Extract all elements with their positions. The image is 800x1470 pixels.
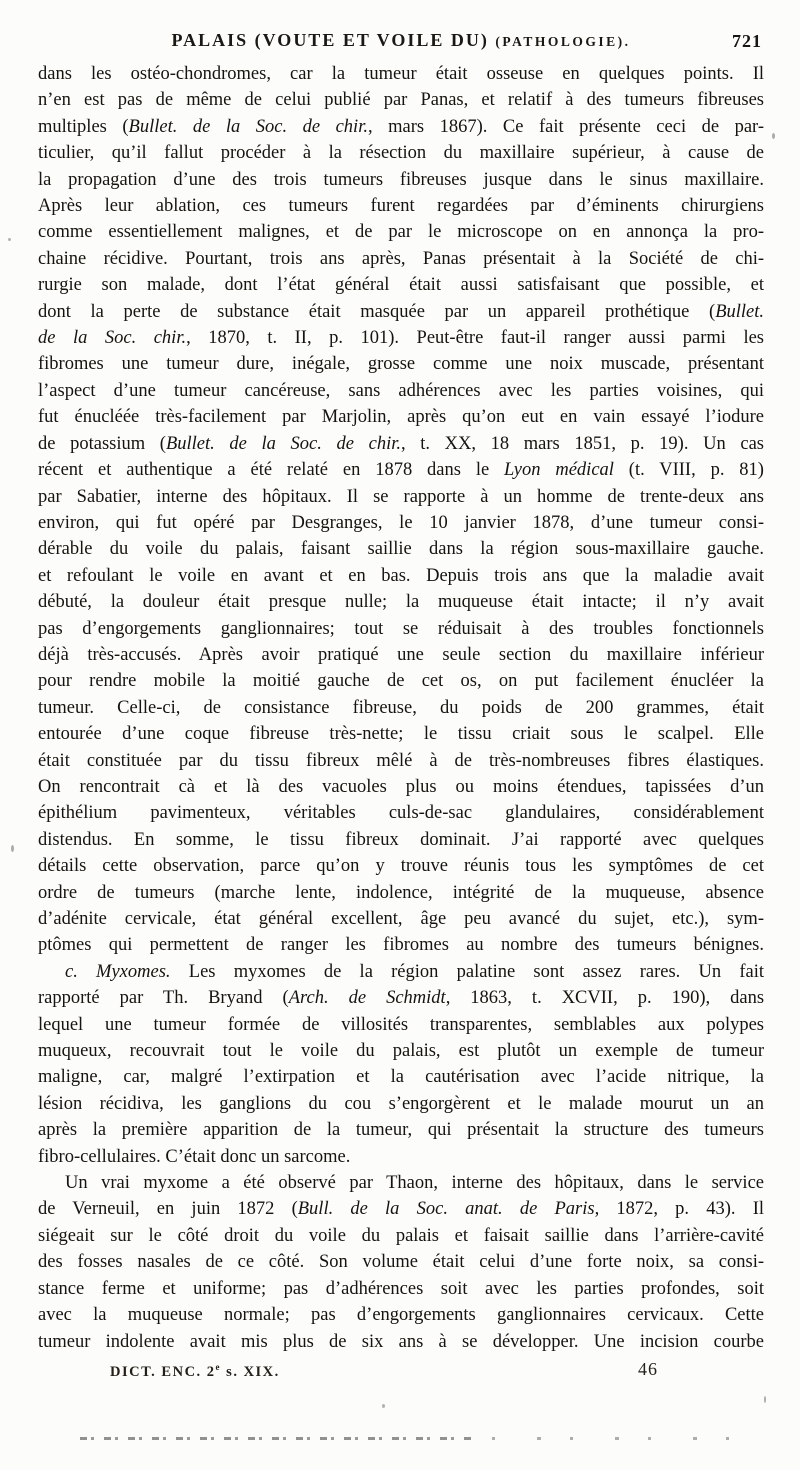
text-line — [38, 61, 764, 87]
text-segment: la propagation d’une des trois tumeurs fibreuses jusque dans le sinus maxillaire. — [38, 169, 764, 190]
text-segment-italic: Bull. de la Soc. anat. de Paris — [297, 1199, 595, 1220]
text-line — [38, 748, 764, 774]
scan-artifact-line — [492, 1437, 770, 1440]
text-line — [38, 219, 764, 245]
text-line — [38, 800, 764, 826]
text-line — [38, 1038, 764, 1064]
text-line — [38, 1276, 764, 1302]
text-segment: épithélium pavimenteux, véritables culs-de-sac glandulaires, considérablement — [38, 803, 764, 824]
text-segment: fibromes une tumeur dure, inégale, grosse comme une noix muscade, présentant — [38, 354, 764, 375]
scan-speck — [8, 238, 11, 241]
page-footer — [38, 1359, 764, 1385]
text-line — [38, 853, 764, 879]
text-segment: multiples ( — [38, 116, 129, 137]
text-line — [38, 325, 764, 351]
text-segment: (t. VIII, p. 81) — [613, 460, 764, 481]
text-segment: l’aspect d’une tumeur cancéreuse, sans adhérences avec les parties voisines, qui — [38, 380, 764, 401]
page-body — [38, 61, 764, 1355]
header-title-subject: (PATHOLOGIE). — [495, 34, 631, 49]
text-line — [38, 906, 764, 932]
text-segment: dont la perte de substance était masquée par un appareil prothétique ( — [38, 301, 716, 322]
text-line — [38, 774, 764, 800]
text-line — [38, 827, 764, 853]
text-line — [38, 431, 764, 457]
text-segment: environ, qui fut opéré par Desgranges, le 10 janvier 1878, d’une tumeur consi- — [38, 512, 764, 533]
text-segment: dérable du voile du palais, faisant saillie dans la région sous-maxillaire gauche. — [38, 539, 764, 560]
text-line — [38, 299, 764, 325]
text-segment: siégeait sur le côté droit du voile du palais et faisait saillie dans l’arrière-cavité — [38, 1225, 764, 1246]
page-number: 721 — [732, 31, 762, 51]
text-line — [38, 1329, 764, 1355]
text-segment: récent et authentique a été relaté en 1878 dans le — [38, 460, 505, 481]
text-line — [38, 510, 764, 536]
text-line — [38, 1196, 764, 1222]
text-line — [38, 167, 764, 193]
text-segment: Les myxomes de la région palatine sont assez rares. Un fait — [170, 961, 764, 982]
text-segment: ordre de tumeurs (marche lente, indolence, intégrité de la muqueuse, absence — [38, 882, 764, 903]
text-segment: , 1872, p. 43). Il — [594, 1199, 765, 1220]
text-segment: détails cette observation, parce qu’on y trouve réunis tous les symptômes de cet — [38, 856, 764, 877]
text-segment: comme essentiellement malignes, et de par le microscope on en annonça la pro- — [38, 222, 764, 243]
text-segment: fut énucléée très-facilement par Marjolin, après qu’on eut en vain essayé l’iodure — [38, 407, 764, 428]
text-segment: ptômes qui permettent de ranger les fibromes au nombre des tumeurs bénignes. — [38, 935, 764, 956]
text-segment: , mars 1867). Ce fait présente ceci de par- — [367, 116, 764, 137]
text-segment: avec la muqueuse normale; pas d’engorgements ganglionnaires cervicaux. Cette — [38, 1305, 764, 1326]
text-line — [38, 378, 764, 404]
text-line — [38, 695, 764, 721]
scan-speck — [772, 133, 775, 139]
text-segment-italic: Bullet. de la Soc. de chir. — [128, 116, 368, 137]
text-segment: lésion récidiva, les ganglions du cou s’engorgèrent et le malade mourut un an — [38, 1093, 764, 1114]
volume-imprint — [110, 1362, 280, 1381]
sheet-signature-number: 46 — [638, 1359, 658, 1379]
text-segment: de potassium ( — [38, 433, 166, 454]
text-line — [38, 351, 764, 377]
text-line — [38, 484, 764, 510]
text-line — [38, 536, 764, 562]
text-segment: Un vrai myxome a été observé par Thaon, interne des hôpitaux, dans le service — [65, 1173, 764, 1194]
text-line — [38, 1012, 764, 1038]
text-line — [38, 880, 764, 906]
text-segment: stance ferme et uniforme; pas d’adhérences soit avec les parties profondes, soit — [38, 1278, 764, 1299]
text-line — [38, 1117, 764, 1143]
scan-speck — [764, 1396, 766, 1403]
text-line — [38, 1249, 764, 1275]
text-segment: maligne, car, malgré l’extirpation et la cautérisation avec l’acide nitrique, la — [38, 1067, 764, 1088]
text-segment-italic: Arch. de Schmidt — [288, 988, 446, 1009]
text-segment: , 1870, t. II, p. 101). Peut-être faut-il ranger aussi parmi les — [186, 328, 764, 349]
text-segment-italic: Bullet. — [715, 301, 764, 322]
text-line — [38, 272, 764, 298]
text-segment: et refoulant le voile en avant et en bas. Depuis trois ans que la maladie avait — [38, 565, 764, 586]
text-segment-italic: de la Soc. chir. — [38, 328, 187, 349]
text-segment: On rencontrait cà et là des vacuoles plus ou moins étendues, tapissées d’un — [38, 776, 764, 797]
imprint-prefix: DICT. ENC. 2 — [110, 1363, 216, 1380]
text-line — [38, 932, 764, 958]
text-segment: fibro-cellulaires. C’était donc un sarcome. — [38, 1146, 351, 1167]
text-line — [38, 985, 764, 1011]
scan-speck — [382, 1404, 385, 1408]
text-segment: pas d’engorgements ganglionnaires; tout se réduisait à des troubles fonctionnels — [38, 618, 764, 639]
text-segment-italic: Bullet. de la Soc. de chir. — [165, 433, 401, 454]
text-line — [38, 668, 764, 694]
header-title — [38, 30, 764, 51]
header-title-main: PALAIS (VOUTE ET VOILE DU) — [171, 30, 496, 50]
running-header — [38, 30, 764, 56]
text-segment: rurgie son malade, dont l’état général était aussi satisfaisant que possible, et — [38, 275, 764, 296]
text-segment: lequel une tumeur formée de villosités transparentes, semblables aux polypes — [38, 1014, 764, 1035]
text-segment: muqueux, recouvrait tout le voile du palais, est plutôt un exemple de tumeur — [38, 1041, 764, 1062]
text-segment: dans les ostéo-chondromes, car la tumeur était osseuse en quelques points. Il — [38, 64, 764, 84]
text-segment: déjà très-accusés. Après avoir pratiqué une seule section du maxillaire inférieur — [38, 644, 764, 665]
text-segment: distendus. En somme, le tissu fibreux dominait. J’ai rapporté avec quelques — [38, 829, 764, 850]
text-line — [38, 246, 764, 272]
text-segment: d’adénite cervicale, état général excellent, âge peu avancé du sujet, etc.), sym- — [38, 909, 764, 929]
text-segment: après la première apparition de la tumeur, qui présentait la structure des tumeurs — [38, 1120, 764, 1141]
text-segment: des fosses nasales de ce côté. Son volume était celui d’une forte noix, sa consi- — [38, 1252, 764, 1273]
text-line — [38, 1223, 764, 1249]
text-segment: tumeur. Celle-ci, de consistance fibreuse, du poids de 200 grammes, était — [38, 697, 764, 718]
text-segment-italic: Lyon médical — [504, 460, 614, 481]
text-line — [38, 1144, 764, 1170]
text-segment: chaine récidive. Pourtant, trois ans après, Panas présentait à la Société de chi- — [38, 248, 764, 269]
scan-artifact-line — [80, 1437, 475, 1440]
text-line — [38, 959, 764, 985]
text-line — [38, 1064, 764, 1090]
text-segment: , 1863, t. XCVII, p. 190), dans — [445, 988, 765, 1009]
text-segment: entourée d’une coque fibreuse très-nette; le tissu criait sous le scalpel. Elle — [38, 724, 764, 745]
text-line — [38, 457, 764, 483]
text-segment: était constituée par du tissu fibreux mêlé à de très-nombreuses fibres élastiques. — [38, 750, 764, 771]
text-segment: tumeur indolente avait mis plus de six ans à se développer. Une incision courbe — [38, 1331, 764, 1352]
text-line — [38, 87, 764, 113]
imprint-suffix: s. XIX. — [221, 1363, 280, 1380]
text-line — [38, 140, 764, 166]
text-line — [38, 1170, 764, 1196]
scan-speck — [11, 845, 14, 852]
imprint-superscript: e — [215, 1362, 222, 1372]
text-segment: par Sabatier, interne des hôpitaux. Il se rapporte à un homme de trente-deux ans — [38, 486, 764, 507]
text-segment: , t. XX, 18 mars 1851, p. 19). Un cas — [400, 433, 764, 454]
text-line — [38, 1091, 764, 1117]
text-segment-italic: c. Myxomes. — [65, 961, 171, 982]
text-segment: de Verneuil, en juin 1872 ( — [38, 1199, 298, 1220]
text-segment: pour rendre mobile la moitié gauche de cet os, on put facilement énucléer la — [38, 671, 764, 692]
text-segment: n’en est pas de même de celui publié par Panas, et relatif à des tumeurs fibreuses — [38, 90, 764, 111]
text-segment: ticulier, qu’il fallut procéder à la résection du maxillaire supérieur, à cause de — [38, 143, 764, 164]
text-line — [38, 1302, 764, 1328]
text-line — [38, 721, 764, 747]
text-line — [38, 589, 764, 615]
text-line — [38, 642, 764, 668]
text-line — [38, 404, 764, 430]
text-line — [38, 193, 764, 219]
text-segment: débuté, la douleur était presque nulle; la muqueuse était intacte; il n’y avait — [38, 592, 764, 613]
text-segment: Après leur ablation, ces tumeurs furent regardées par d’éminents chirurgiens — [38, 196, 764, 217]
text-line — [38, 114, 764, 140]
text-line — [38, 616, 764, 642]
text-segment: rapporté par Th. Bryand ( — [38, 988, 289, 1009]
text-line — [38, 563, 764, 589]
